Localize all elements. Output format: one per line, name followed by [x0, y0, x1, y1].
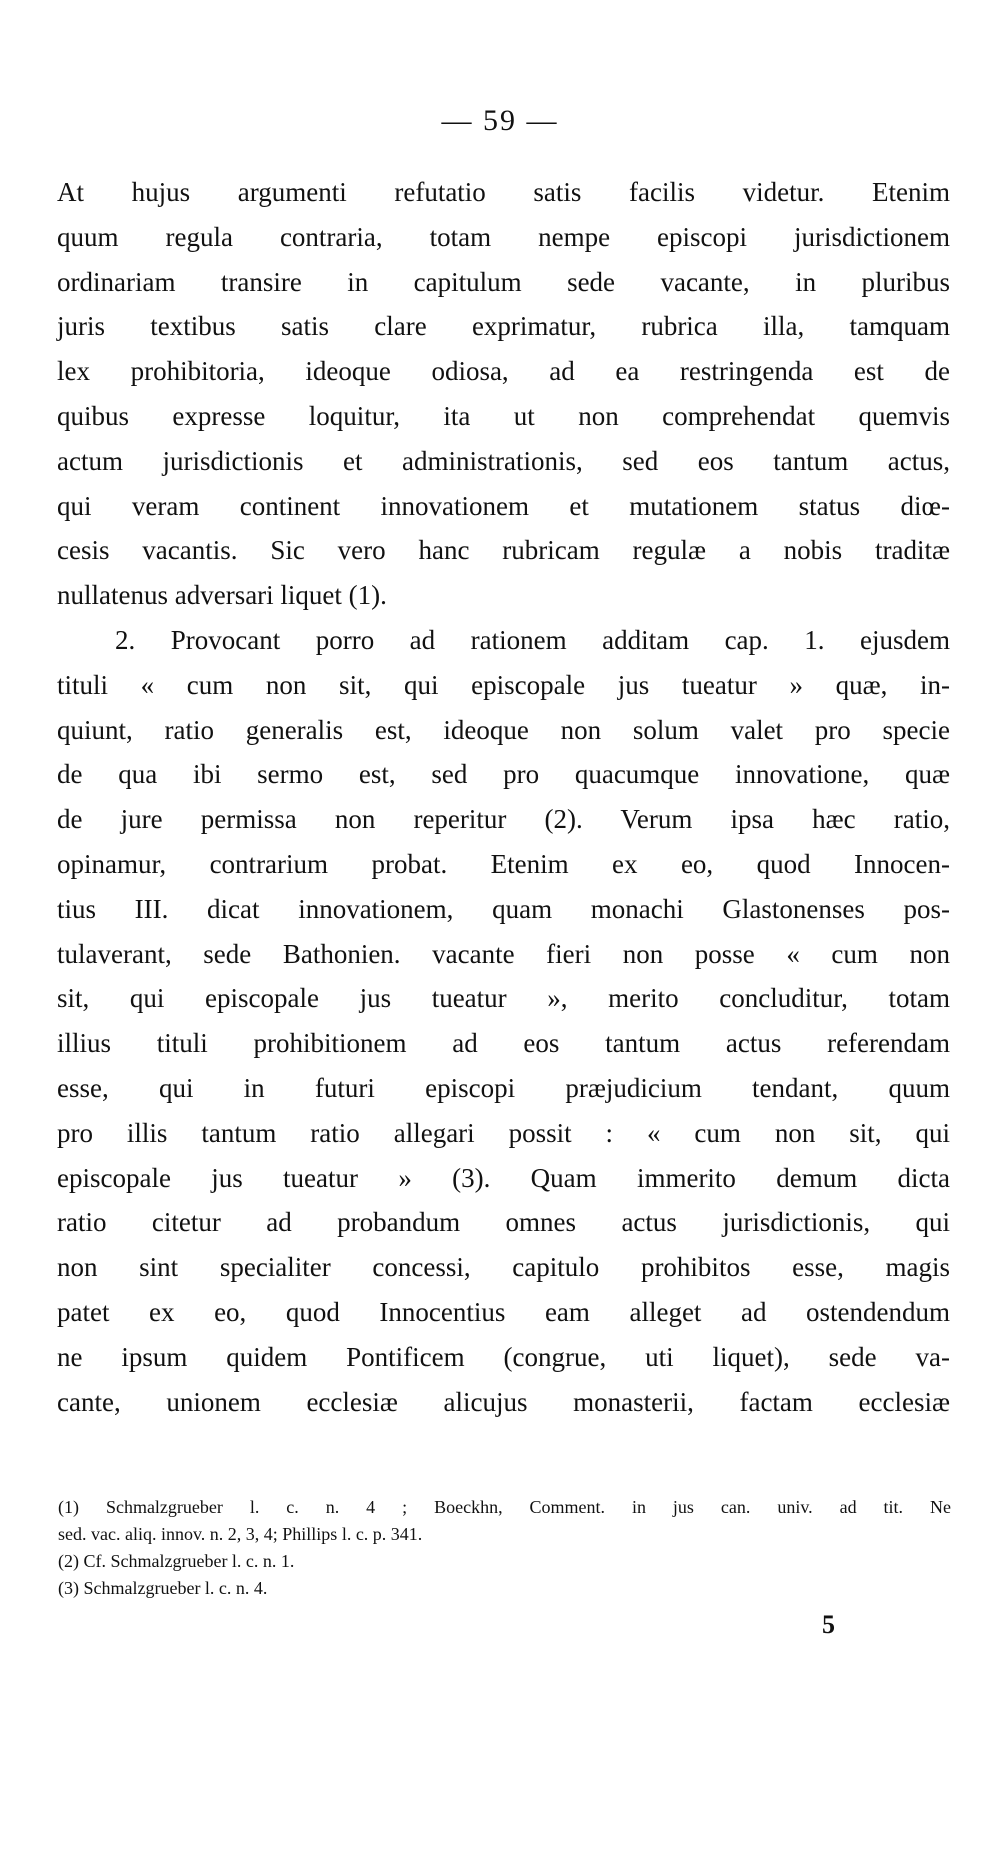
text-line: ne ipsum quidem Pontificem (congrue, uti liquet), sede va- — [57, 1341, 950, 1372]
text-line: opinamur, contrarium probat. Etenim ex eo, quod Innocen- — [57, 848, 950, 879]
footnote-line: sed. vac. aliq. innov. n. 2, 3, 4; Phillips l. c. p. 341. — [58, 1524, 423, 1544]
text-line: cesis vacantis. Sic vero hanc rubricam regulæ a nobis traditæ — [57, 535, 950, 566]
text-line: quibus expresse loquitur, ita ut non comprehendat quemvis — [57, 400, 950, 431]
text-line: qui veram continent innovationem et mutationem status diœ- — [57, 490, 950, 521]
text-line: tius III. dicat innovationem, quam monachi Glastonenses pos- — [57, 893, 950, 924]
text-line: esse, qui in futuri episcopi præjudicium tendant, quum — [57, 1072, 950, 1103]
text-line: juris textibus satis clare exprimatur, rubrica illa, tamquam — [57, 311, 950, 342]
text-line: actum jurisdictionis et administrationis, sed eos tantum actus, — [57, 445, 950, 476]
signature-mark: 5 — [822, 1610, 835, 1639]
text-line: At hujus argumenti refutatio satis facilis videtur. Etenim — [57, 177, 950, 207]
text-line: quiunt, ratio generalis est, ideoque non solum valet pro specie — [57, 714, 950, 745]
footnotes — [58, 1494, 951, 1602]
page-number-header: — 59 — — [441, 104, 559, 137]
text-line: tituli « cum non sit, qui episcopale jus tueatur » quæ, in- — [57, 669, 950, 700]
text-line: cante, unionem ecclesiæ alicujus monasterii, factam ecclesiæ — [57, 1386, 950, 1417]
text-line: 2. Provocant porro ad rationem additam cap. 1. ejusdem — [115, 624, 950, 655]
text-line: patet ex eo, quod Innocentius eam alleget ad ostendendum — [57, 1296, 950, 1327]
text-line: quum regula contraria, totam nempe episcopi jurisdictionem — [57, 221, 950, 252]
text-line: sit, qui episcopale jus tueatur », merito concluditur, totam — [57, 983, 950, 1014]
text-line: non sint specialiter concessi, capitulo prohibitos esse, magis — [57, 1252, 950, 1283]
text-line: de jure permissa non reperitur (2). Verum ipsa hæc ratio, — [57, 804, 950, 835]
text-line: de qua ibi sermo est, sed pro quacumque innovatione, quæ — [57, 759, 950, 790]
text-line: tulaverant, sede Bathonien. vacante fieri non posse « cum non — [57, 938, 950, 969]
footnote-line: (1) Schmalzgrueber l. c. n. 4 ; Boeckhn, Comment. in jus can. univ. ad tit. Ne — [58, 1497, 951, 1517]
text-line: ratio citetur ad probandum omnes actus jurisdictionis, qui — [57, 1207, 950, 1238]
footnote-line: (3) Schmalzgrueber l. c. n. 4. — [58, 1578, 268, 1598]
text-line: lex prohibitoria, ideoque odiosa, ad ea restringenda est de — [57, 356, 950, 387]
text-line: ordinariam transire in capitulum sede vacante, in pluribus — [57, 266, 950, 297]
text-line: illius tituli prohibitionem ad eos tantum actus referendam — [57, 1028, 950, 1059]
body-text — [57, 170, 950, 1424]
footnote-line: (2) Cf. Schmalzgrueber l. c. n. 1. — [58, 1551, 295, 1571]
text-line: nullatenus adversari liquet (1). — [57, 580, 387, 611]
text-line: episcopale jus tueatur » (3). Quam immerito demum dicta — [57, 1162, 950, 1193]
text-line: pro illis tantum ratio allegari possit : « cum non sit, qui — [57, 1117, 950, 1148]
